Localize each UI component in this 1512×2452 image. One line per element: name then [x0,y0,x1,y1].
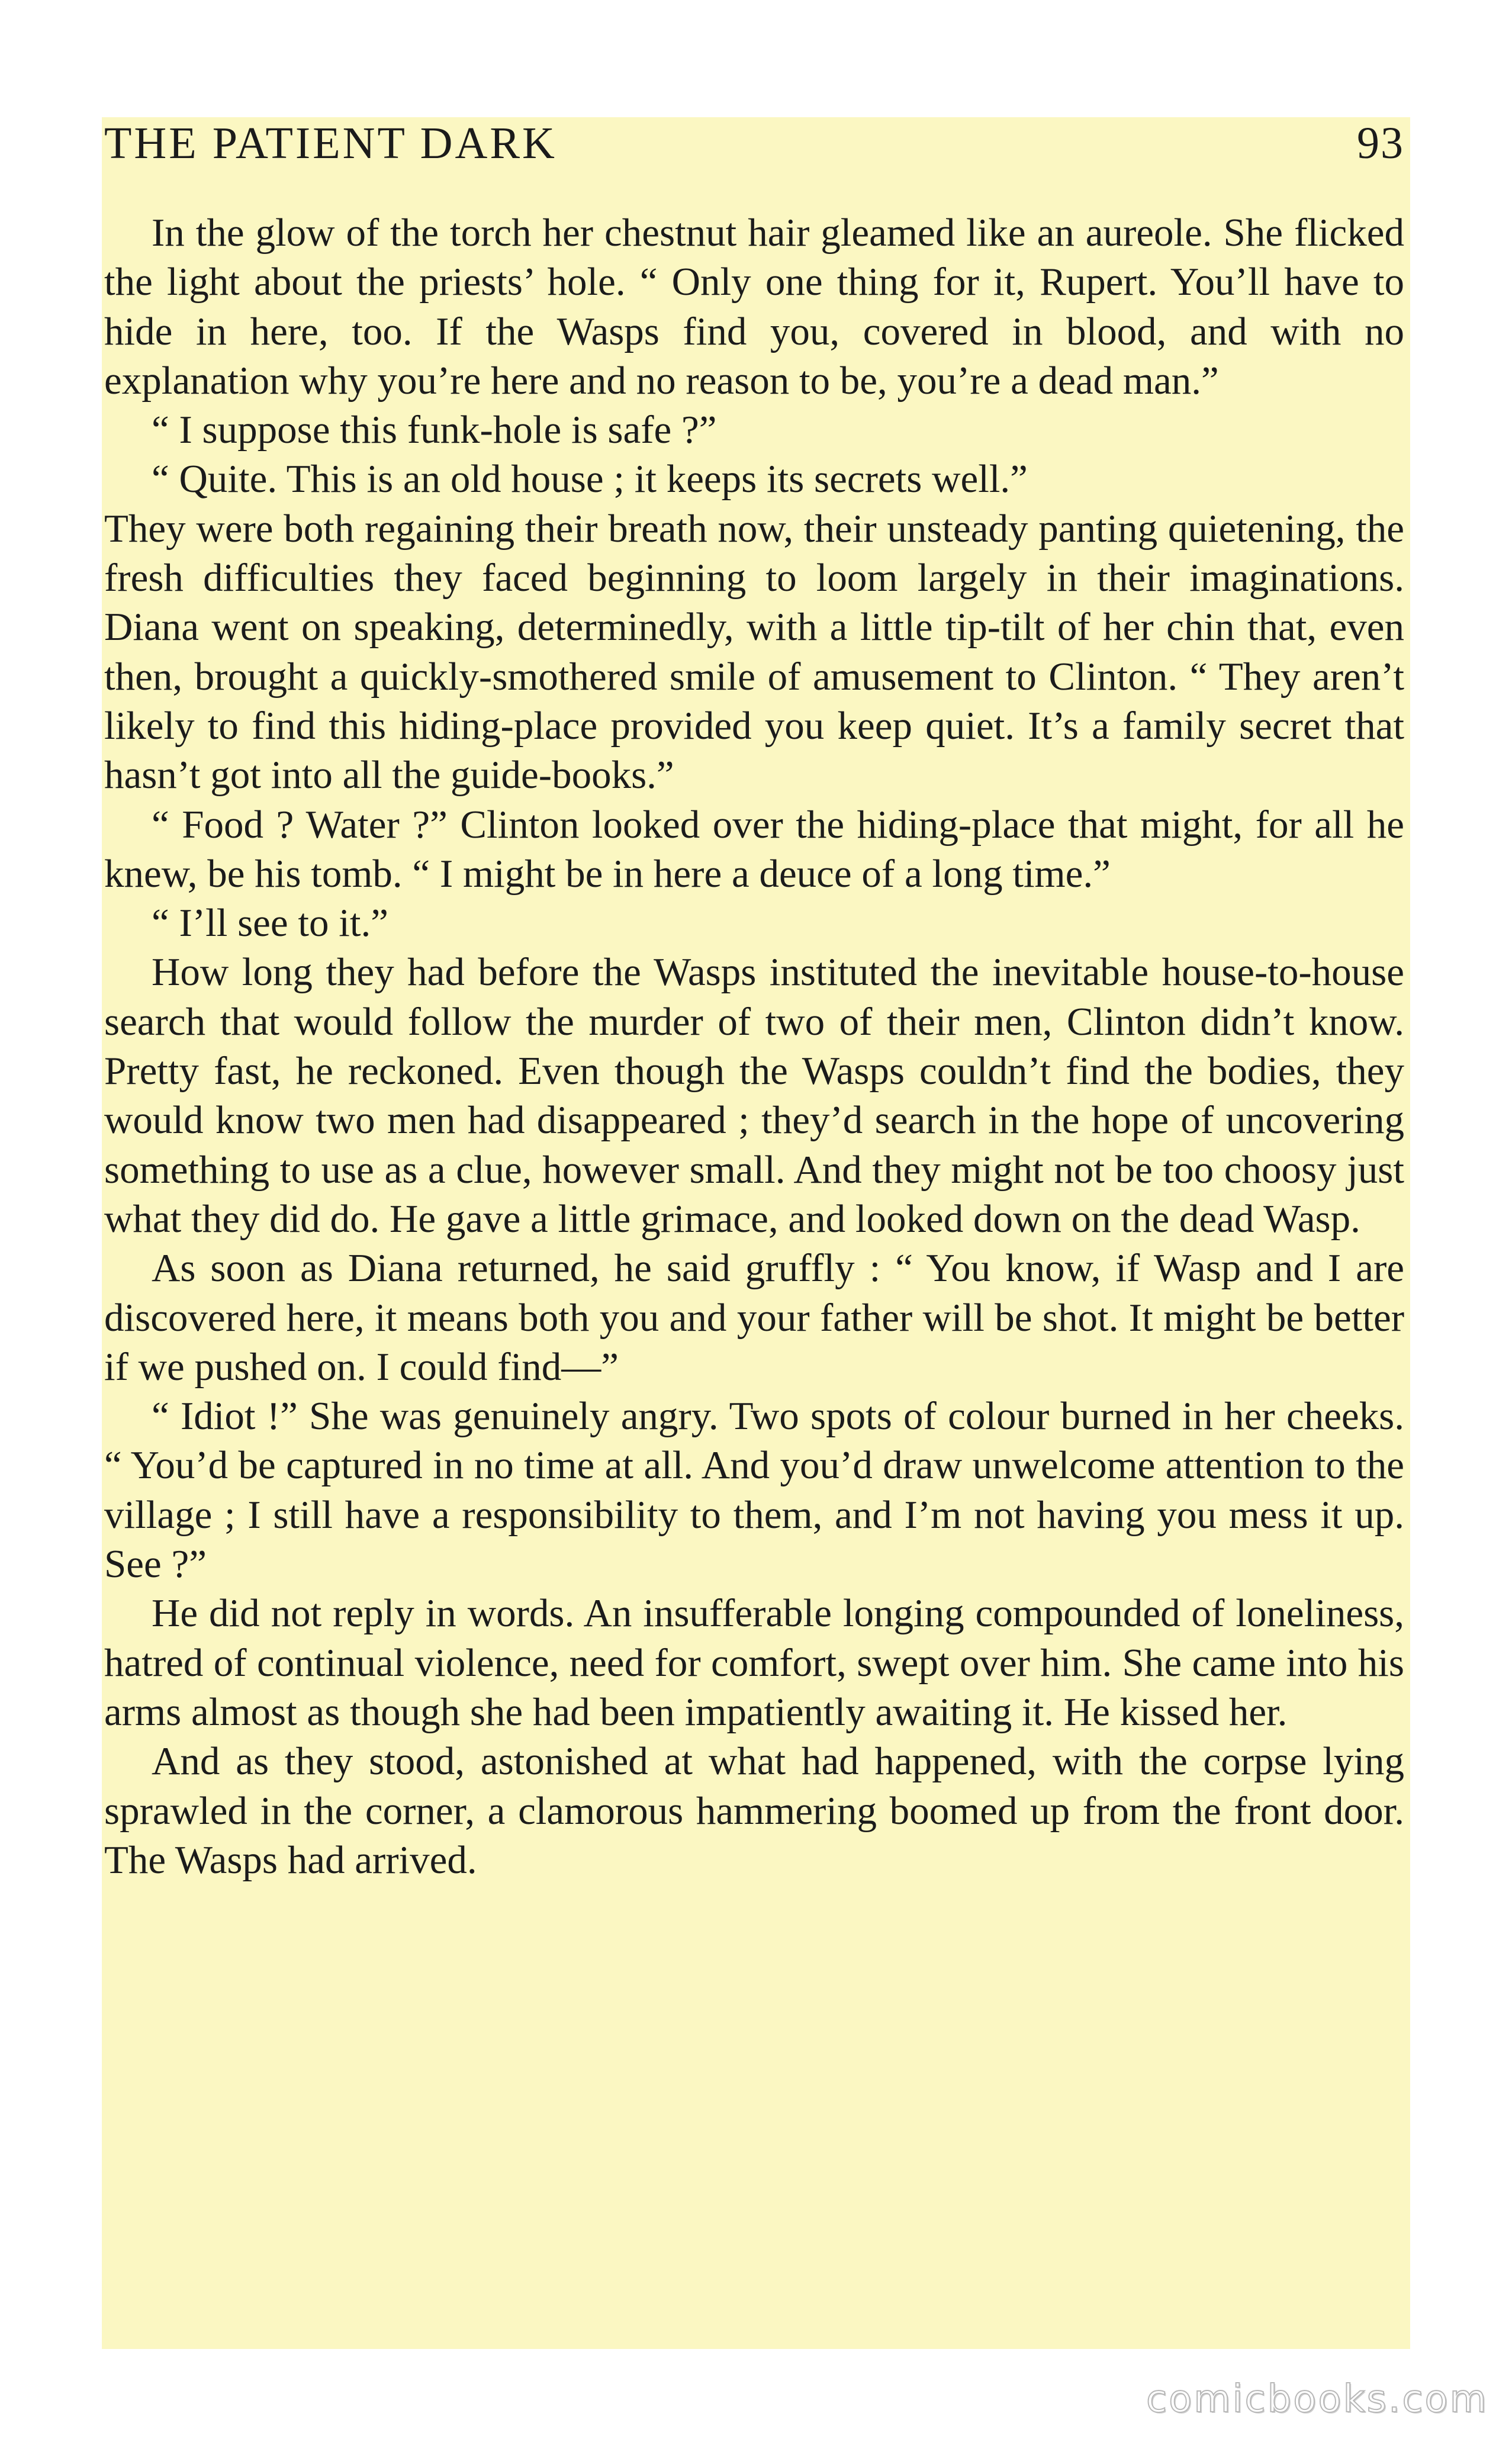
running-head [104,117,1404,169]
book-page [102,117,1410,2349]
paragraph: “ Quite. This is an old house ; it keeps its secrets well.” [152,457,1028,501]
paragraph: He did not reply in words. An insufferable longing compounded of loneliness, hatred of continual violence, need for comfort, swept over him. She came into his arms almost as though she had been impatiently awaiting it. He kissed her. [104,1591,1404,1734]
paragraph: “ Idiot !” She was genuinely angry. Two spots of colour burned in her cheeks. “ You’d be captured in no time at all. And you’d draw unwelcome attention to the village ; I still have a responsibility to them, and I’m not having you mess it up. See ?” [104,1394,1404,1587]
page-number: 93 [1357,118,1404,168]
paragraph: They were both regaining their breath now, their unsteady panting quietening, the fresh difficulties they faced beginning to loom largely in their imaginations. Diana went on speaking, determinedly, with a little tip-tilt of her chin that, even then, brought a quickly-smothered smile of amusement to Clinton. “ They aren’t likely to find this hiding-place provided you keep quiet. It’s a family secret that hasn’t got into all the guide-books.” [104,506,1404,797]
running-title: THE PATIENT DARK [104,118,557,168]
body-text [104,208,1404,1885]
paragraph: “ I suppose this funk-hole is safe ?” [152,408,717,452]
paragraph: As soon as Diana returned, he said gruffly : “ You know, if Wasp and I are discovered here, it means both you and your father will be shot. It might be better if we pushed on. I could find—” [104,1246,1404,1389]
watermark: comicbooks.com [1146,2377,1488,2421]
paragraph: “ I’ll see to it.” [152,901,388,945]
paragraph: And as they stood, astonished at what had happened, with the corpse lying sprawled in the corner, a clamorous hammering boomed up from the front door. The Wasps had arrived. [104,1739,1404,1882]
paragraph: “ Food ? Water ?” Clinton looked over the hiding-place that might, for all he knew, be his tomb. “ I might be in here a deuce of a long time.” [104,802,1404,896]
paragraph: In the glow of the torch her chestnut hair gleamed like an aureole. She flicked the light about the priests’ hole. “ Only one thing for it, Rupert. You’ll have to hide in here, too. If the Wasps find you, covered in blood, and with no explanation why you’re here and no reason to be, you’re a dead man.” [104,211,1404,403]
paragraph: How long they had before the Wasps instituted the inevitable house-to-house search that would follow the murder of two of their men, Clinton didn’t know. Pretty fast, he reckoned. Even though the Wasps couldn’t find the bodies, they would know two men had disappeared ; they’d search in the hope of uncovering something to use as a clue, however small. And they might not be too choosy just what they did do. He gave a little grimace, and looked down on the dead Wasp. [104,950,1404,1241]
